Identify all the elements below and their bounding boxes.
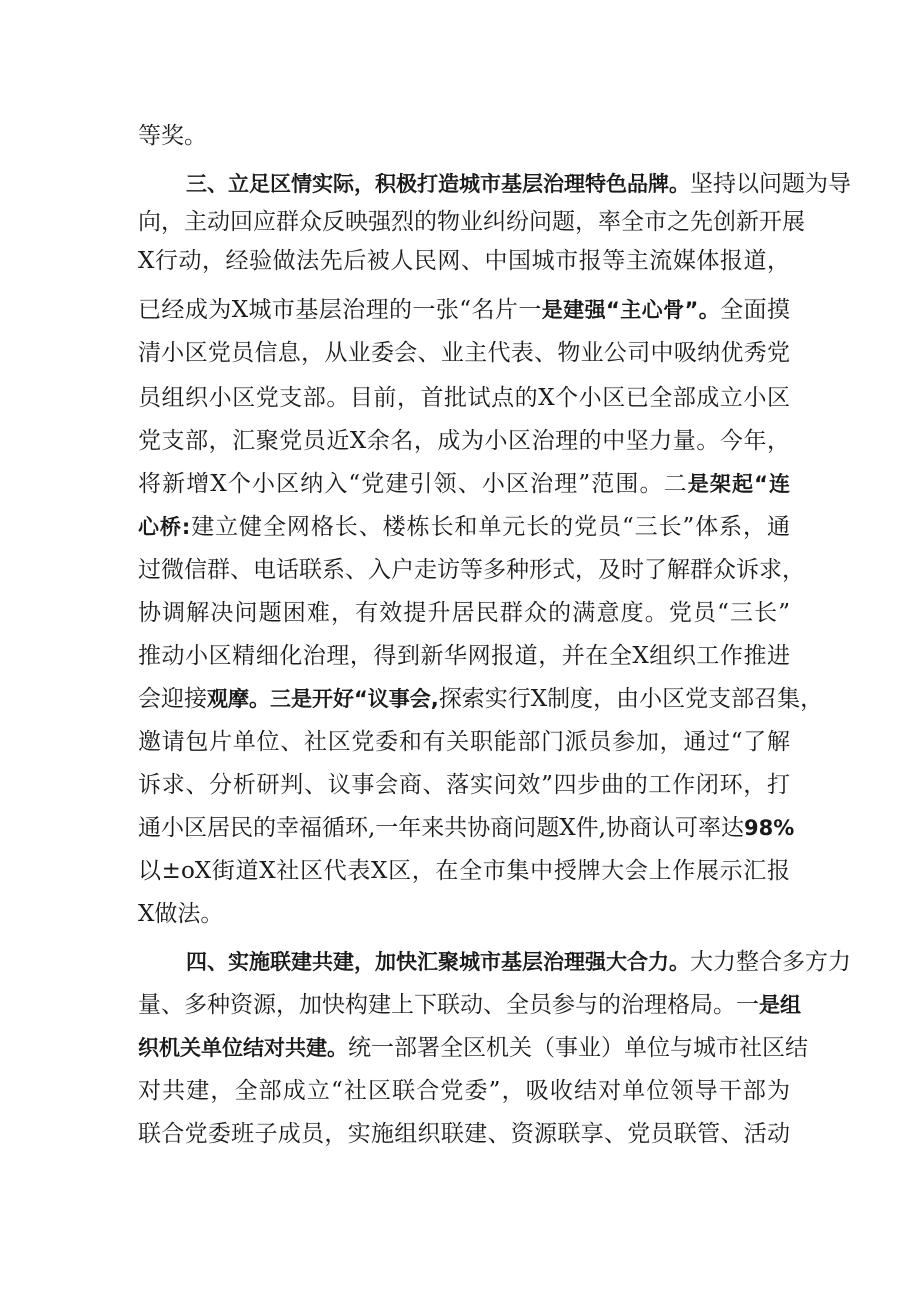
section-heading-line	[186, 942, 851, 982]
paragraph-line	[138, 290, 790, 330]
paragraph-line	[138, 765, 790, 805]
body-text: 党支部，汇聚党员近X余名，成为小区治理的中坚力量。今年，	[138, 428, 790, 454]
body-text: 协调解决问题困难，有效提升居民群众的满意度。党员“三长”	[138, 600, 790, 626]
body-text: 会迎接	[138, 686, 207, 712]
bold-phrase: 观摩。三是开好“议事会,	[207, 687, 439, 711]
body-text: 坚持以问题为导	[690, 171, 851, 197]
paragraph-line	[138, 507, 790, 547]
paragraph-line	[138, 378, 790, 418]
body-text: 推动小区精细化治理，得到新华网报道，并在全X组织工作推进	[138, 643, 790, 669]
paragraph-line	[138, 593, 790, 633]
body-text: 已经成为X城市基层治理的一张“名片一	[138, 297, 542, 323]
body-text: 探索实行X制度，由小区党支部召集，	[438, 686, 824, 712]
body-text: 将新增X个小区纳入“党建引领、小区治理”范围。二	[138, 471, 688, 497]
body-text: 员组织小区党支部。目前，首批试点的X个小区已全部成立小区	[138, 385, 790, 411]
paragraph-line	[138, 1114, 790, 1154]
bold-phrase: 是建强“主心骨”。	[541, 298, 721, 322]
bold-phrase: 是架起“连	[687, 472, 790, 496]
paragraph-line	[138, 722, 790, 762]
body-text: 量、多种资源，加快构建上下联动、全员参与的治理格局。一	[138, 992, 759, 1018]
body-text: 全面摸	[720, 297, 791, 323]
bold-phrase: 是组	[759, 993, 801, 1017]
paragraph-line	[138, 333, 790, 373]
body-text: 向，主动回应群众反映强烈的物业纠纷问题，率全市之先创新开展	[138, 209, 805, 235]
paragraph-line	[138, 894, 790, 934]
paragraph-line	[138, 241, 790, 281]
paragraph-line	[138, 202, 805, 242]
body-text: 清小区党员信息，从业委会、业主代表、物业公司中吸纳优秀党	[138, 340, 790, 366]
bold-phrase: 心桥:	[138, 515, 191, 539]
paragraph-line	[138, 851, 790, 891]
bold-phrase: 织机关单位结对共建。	[138, 1036, 348, 1060]
section-heading: 四、实施联建共建，加快汇聚城市基层治理强大合力。	[186, 950, 690, 974]
paragraph-line	[138, 636, 790, 676]
paragraph-line	[138, 116, 790, 156]
body-text: 联合党委班子成员，实施组织联建、资源联享、党员联管、活动	[138, 1121, 790, 1147]
body-text: X行动，经验做法先后被人民网、中国城市报等主流媒体报道，	[138, 248, 790, 274]
bold-phrase: 98%	[744, 816, 795, 840]
body-text: 等奖。	[138, 123, 207, 149]
body-text: 大力整合多方力	[690, 949, 851, 975]
body-text: 邀请包片单位、社区党委和有关职能部门派员参加，通过“了解	[138, 729, 790, 755]
body-text: 过微信群、电话联系、入户走访等多种形式，及时了解群众诉求，	[138, 557, 805, 583]
body-text: 建立健全网格长、楼栋长和单元长的党员“三长”体系，通	[190, 514, 790, 540]
body-text: 以±oX街道X社区代表X区，在全市集中授牌大会上作展示汇报	[138, 858, 790, 884]
body-text: 诉求、分析研判、议事会商、落实问效”四步曲的工作闭环，打	[138, 772, 790, 798]
paragraph-line	[138, 550, 805, 590]
paragraph-line	[138, 421, 790, 461]
section-heading: 三、立足区情实际，积极打造城市基层治理特色品牌。	[186, 172, 690, 196]
section-heading-line	[186, 164, 851, 204]
paragraph-line	[138, 679, 824, 719]
paragraph-line	[138, 1071, 790, 1111]
paragraph-line	[138, 985, 801, 1025]
body-text: 对共建，全部成立“社区联合党委”，吸收结对单位领导干部为	[138, 1078, 790, 1104]
paragraph-line	[138, 464, 790, 504]
body-text: 通小区居民的幸福循环,一年来共协商问题X件,协商认可率达	[138, 815, 744, 841]
body-text: 统一部署全区机关（事业）单位与城市社区结	[348, 1035, 808, 1061]
body-text: X做法。	[138, 901, 224, 927]
paragraph-line	[138, 808, 795, 848]
paragraph-line	[138, 1028, 808, 1068]
